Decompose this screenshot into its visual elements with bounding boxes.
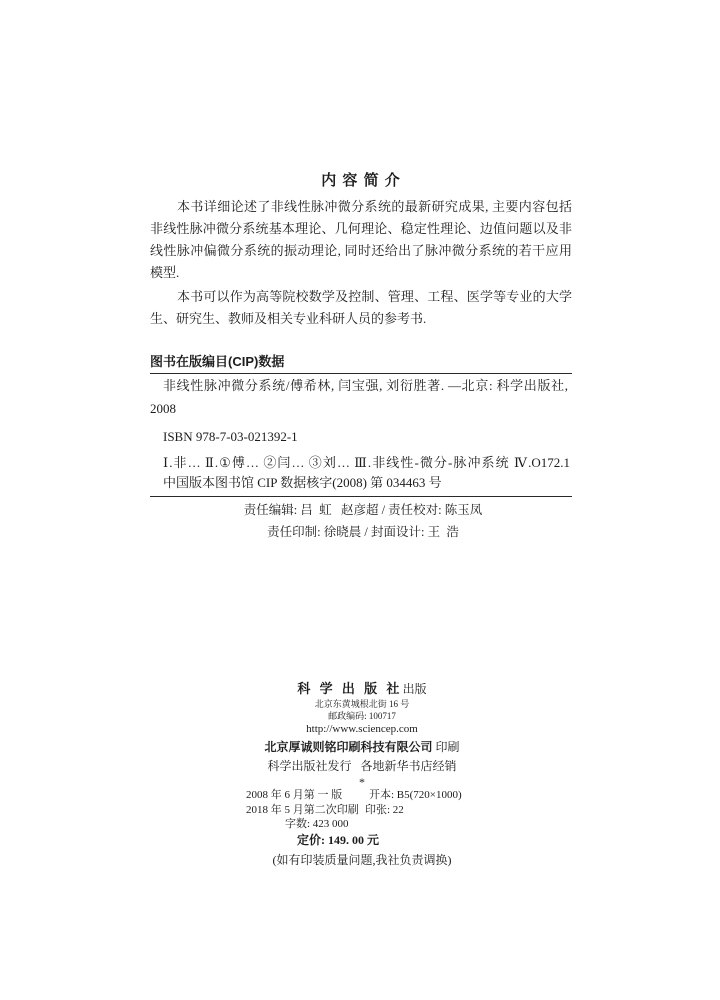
intro-p2-line-1: 本书可以作为高等院校数学及控制、管理、工程、医学等专业的大学	[177, 289, 572, 304]
cip-number: 中国版本图书馆 CIP 数据核字(2008) 第 034463 号	[163, 475, 442, 490]
credits-editors: 责任编辑: 吕 虹 赵彦超 / 责任校对: 陈玉凤	[243, 503, 483, 517]
format-info: 开本: B5(720×1000)	[369, 789, 462, 801]
publisher-url: http://www.sciencep.com	[306, 723, 418, 735]
price: 定价: 149. 00 元	[297, 833, 379, 847]
separator-asterisk: *	[359, 775, 365, 789]
publisher-suffix: 出版	[402, 682, 427, 696]
cip-bottom-rule	[150, 496, 572, 497]
publisher-line	[150, 680, 574, 698]
intro-paragraph-1	[150, 196, 572, 284]
cip-top-rule	[150, 373, 572, 374]
cip-heading: 图书在版编目(CIP)数据	[150, 354, 285, 369]
cip-isbn: ISBN 978-7-03-021392-1	[163, 429, 298, 444]
printer-name: 北京厚诚则铭印刷科技有限公司	[264, 740, 433, 754]
cip-record-line-1: 非线性脉冲微分系统/傅希林, 闫宝强, 刘衍胜著. —北京: 科学出版社,	[163, 378, 568, 393]
intro-title: 内 容 简 介	[321, 172, 401, 189]
intro-p1-line-1: 本书详细论述了非线性脉冲微分系统的最新研究成果, 主要内容包括	[177, 199, 572, 214]
printer-line	[150, 740, 574, 754]
edition-info: 2008 年 6 月第 一 版	[246, 789, 343, 801]
publisher-logo: 科 学 出 版 社	[297, 681, 400, 696]
sheets-info: 印张: 22	[365, 804, 404, 816]
cip-classification: Ⅰ.非… Ⅱ.①傅… ②闫… ③刘… Ⅲ.非线性-微分-脉冲系统 Ⅳ.O172.1	[163, 455, 570, 470]
intro-p1-line-4: 模型.	[150, 265, 180, 280]
intro-paragraph-2	[150, 286, 572, 330]
quality-notice: (如有印装质量问题,我社负责调换)	[272, 853, 452, 867]
intro-p1-line-2: 非线性脉冲微分系统基本理论、几何理论、稳定性理论、边值问题以及非	[150, 221, 572, 236]
word-count: 字数: 423 000	[285, 818, 349, 830]
intro-p2-line-2: 生、研究生、教师及相关专业科研人员的参考书.	[150, 311, 427, 326]
distribution-line: 科学出版社发行 各地新华书店经销	[267, 759, 457, 773]
intro-p1-line-3: 线性脉冲偏微分系统的振动理论, 同时还给出了脉冲微分系统的若干应用	[150, 243, 572, 258]
printer-suffix: 印刷	[435, 740, 460, 754]
publisher-address: 北京东黄城根北街 16 号	[314, 699, 410, 709]
cip-record-line-2: 2008	[150, 401, 176, 416]
credits-production: 责任印制: 徐晓晨 / 封面设计: 王 浩	[267, 525, 459, 539]
publisher-postcode: 邮政编码: 100717	[328, 711, 396, 721]
printing-info: 2018 年 5 月第二次印刷	[246, 804, 359, 816]
